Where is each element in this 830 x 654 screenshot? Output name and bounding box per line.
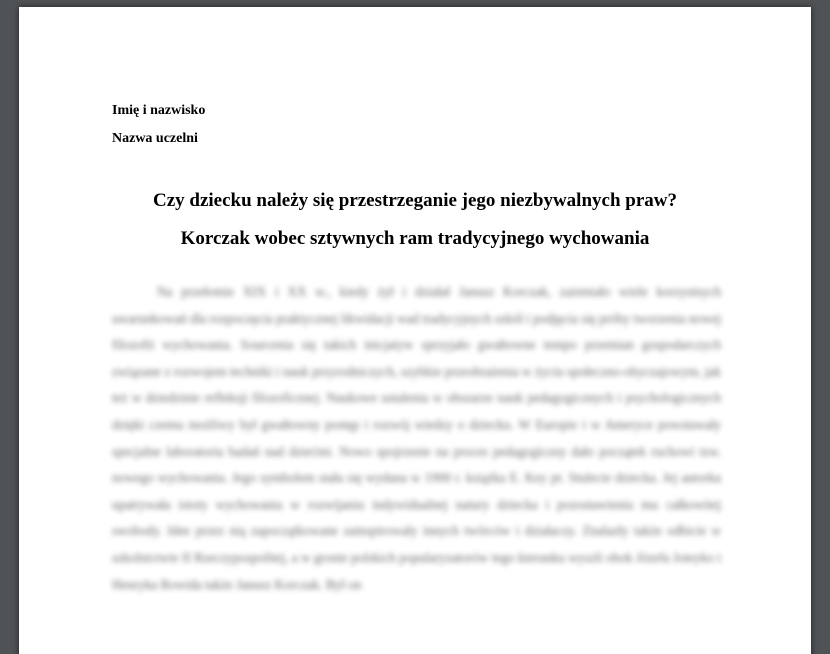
document-page bbox=[19, 7, 811, 654]
author-name: Imię i nazwisko bbox=[112, 103, 206, 118]
document-subtitle: Korczak wobec sztywnych ram tradycyjnego wychowania bbox=[180, 228, 650, 249]
institution-name: Nazwa uczelni bbox=[112, 131, 198, 146]
body-paragraph-blurred: Na przełomie XIX i XX w., kiedy żył i działał Janusz Korczak, zaistniało wiele korzystnych uwarunkowań dla rozpoczęcia praktycznej likwidacji wad tradycyjnych szkół i podjęcia się próby tworzenia nowej filozofii wychowania. Sourcenia się takich inicjatyw sprzyjało gwałtowne tempo przemian gospodarczych związane z rozwojem techniki i nauk przyrodniczych, szybkie przeobrażenia w życiu społeczno-obyczajowym, jak też w dziedzinie refleksji filozoficznej. Naukowe ustalenia w obszarze nauk pedagogicznych i psychologicznych dzięki czemu możliwy był gwałtowny postęp i rozwój wiedzy o dziecku. W Europie i w Ameryce powstawały specjalne laboratoria badań nad dziećmi. Nowo spojrzenie na proces pedagogiczny dało początek ruchowi tzw. nowego wychowania. Jego symbolem stała się wydana w 1900 r. książka E. Key pt. Stulecie dziecka. Jej autorka upatrywała istoty wychowania w rozwijaniu indywidualnej natury dziecka i pozostawieniu mu całkowitej swobody. Idee przez nią zapoczątkowane zainspirowały innych twórców i działaczy. Znalazły także odbicie w szkolnictwie II Rzeczypospolitej, a w gronie polskich popularyzatorów tego kierunku wyszli obok Józefa Joteyko i Henryka Rowida także Janusz Korczak. Był on bbox=[112, 284, 721, 592]
document-title: Czy dziecku należy się przestrzeganie jego niezbywalnych praw? bbox=[153, 190, 677, 211]
